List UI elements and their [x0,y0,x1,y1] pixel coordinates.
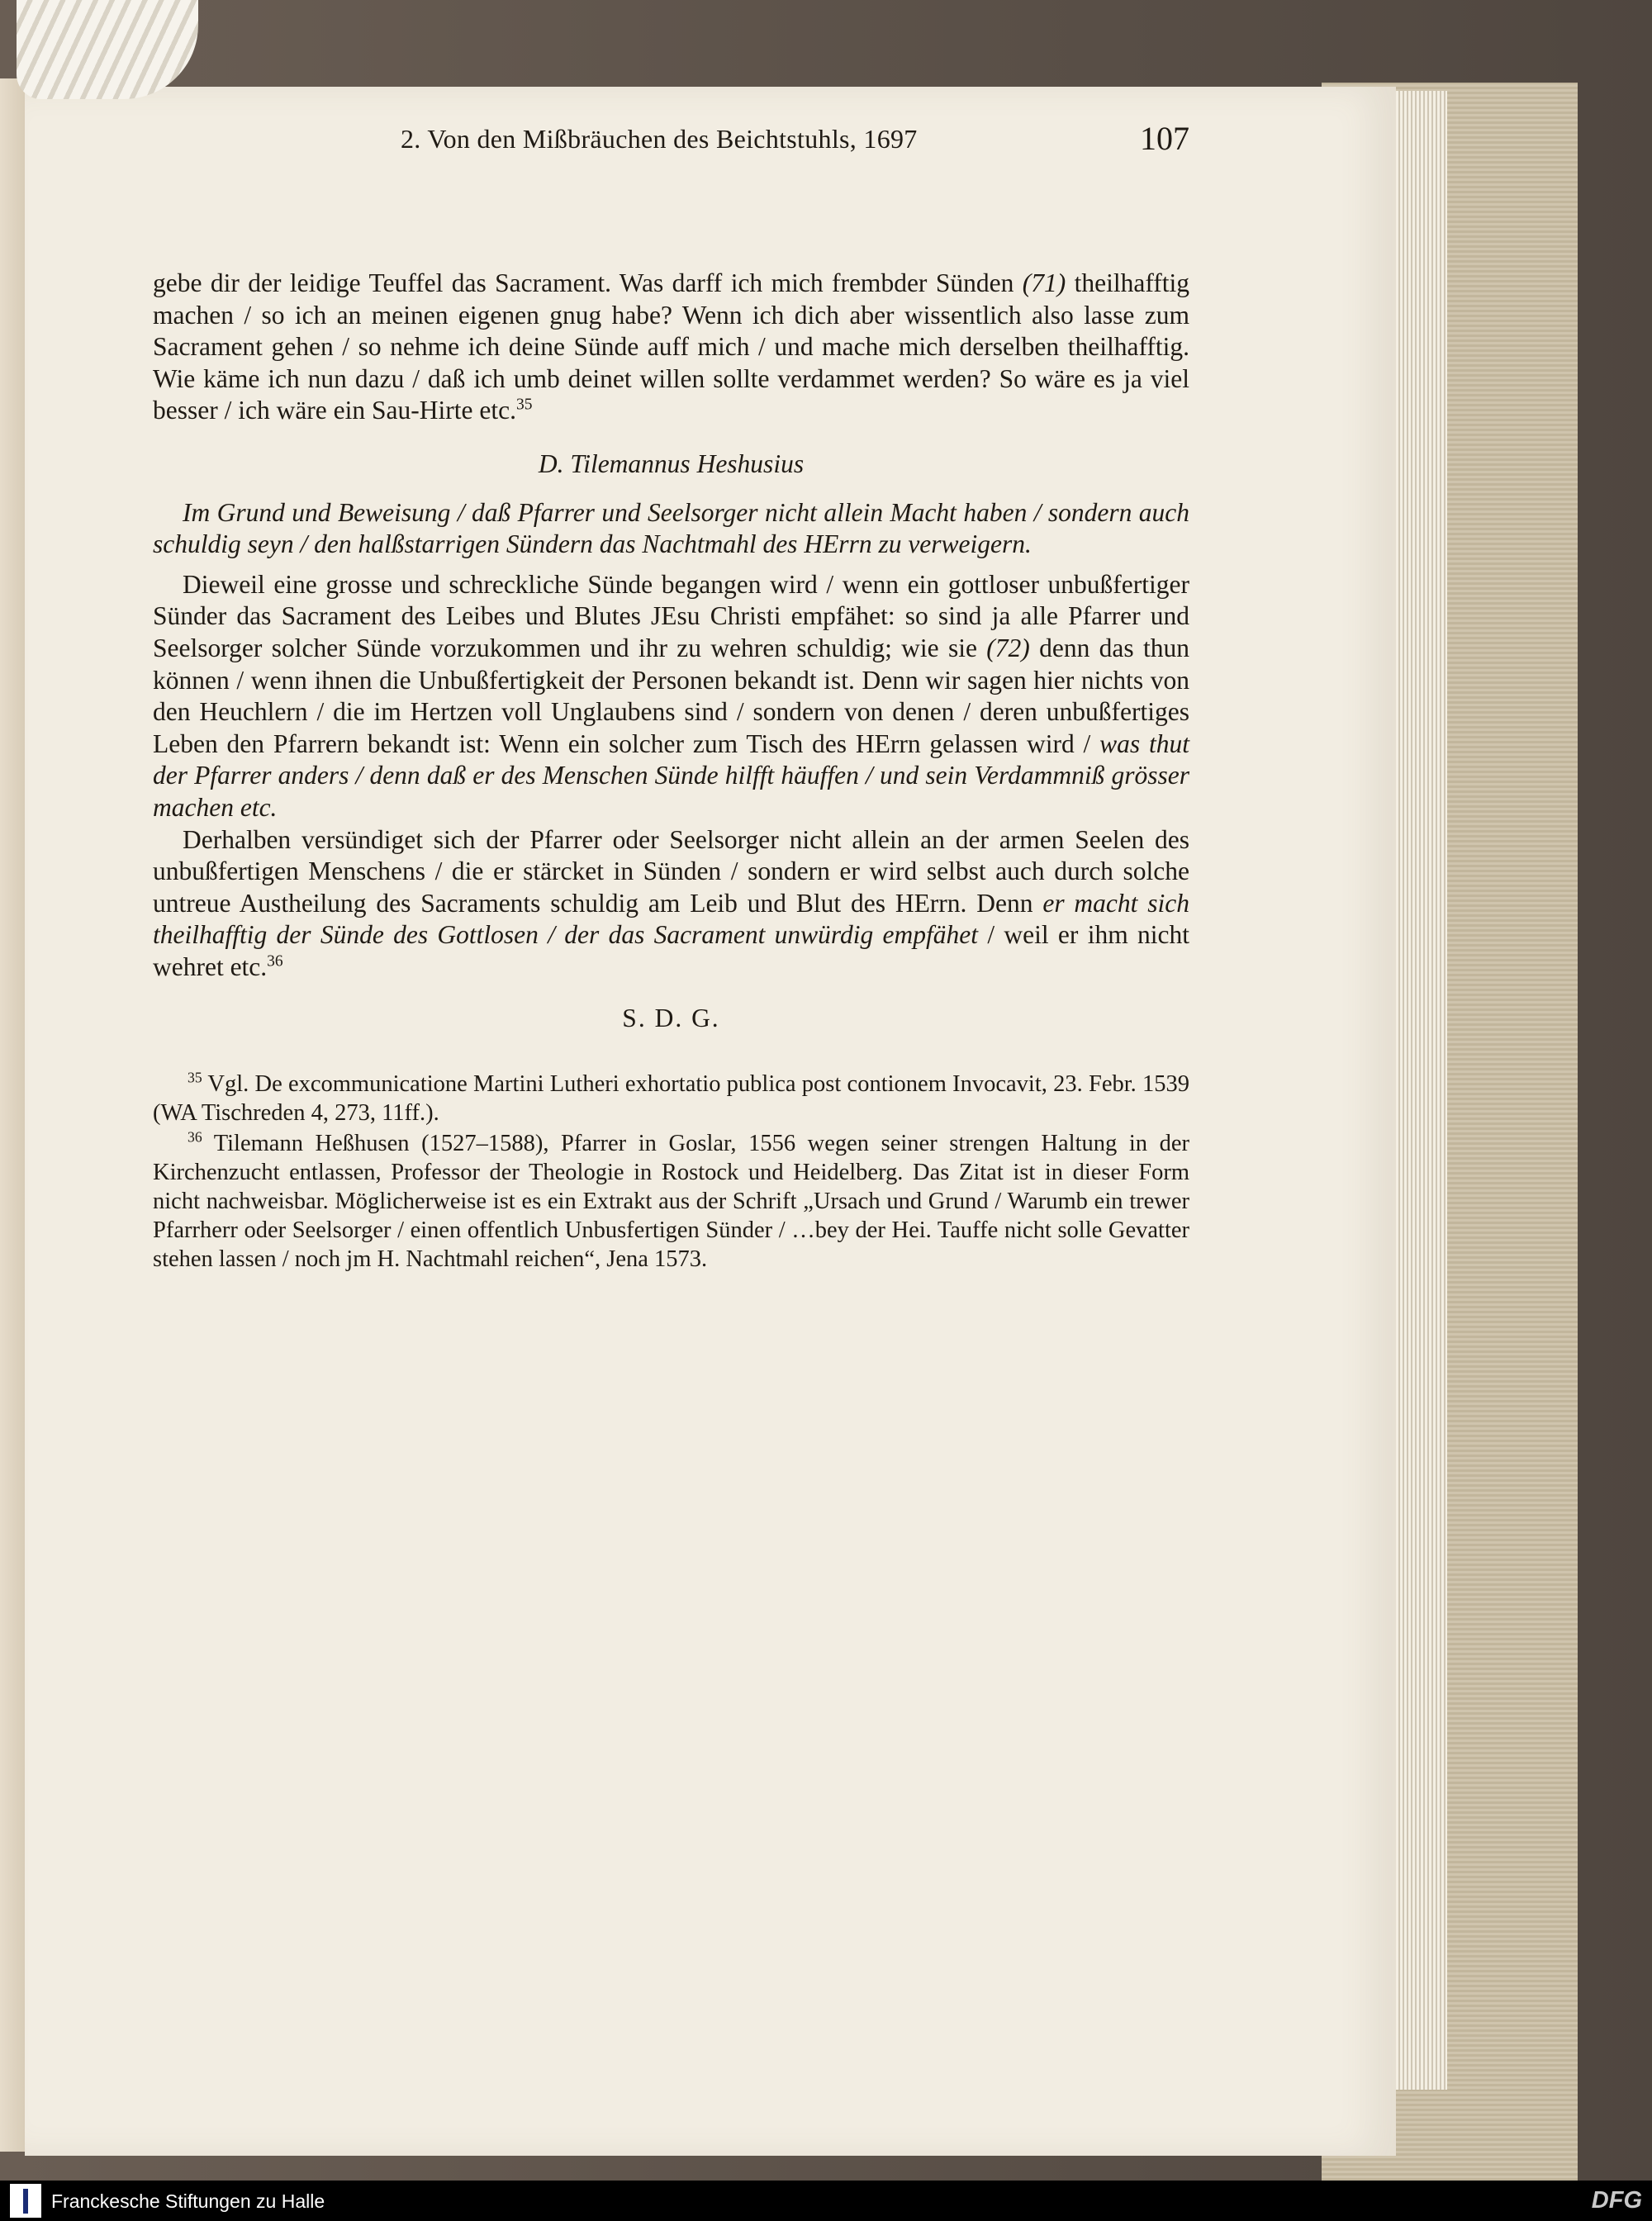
page-body [153,268,1189,1274]
running-head [401,120,1189,170]
paragraph-text: Derhalben versündiget sich der Pfarrer oder Seelsorger nicht allein an der armen Seelen des unbußfertigen Menschens / die er stärcket in Sünden / sondern er wird selbst auch durch solche untreue Austheilung des Sacraments schuldig am Leib und Blut des HErrn. Denn [153,824,1189,918]
institution-logo-icon [10,2184,41,2218]
paragraph-text: / weil er ihm nicht wehret etc. [153,920,1189,981]
footnotes [153,1070,1189,1274]
paragraph-text: theilhafftig machen / so ich an meinen eigenen gnug habe? Wenn ich dich aber wissentlich also lasse zum Sacrament gehen / so nehme ich deine Sünde auff mich / und mache mich derselben theilhafftig. Wie käme ich nun dazu / daß ich umb deinet willen sollte verdammet werden? So wäre es ja viel besser / ich wäre ein Sau-Hirte etc. [153,268,1190,425]
footnote-text: Vgl. De excommunicatione Martini Lutheri exhortatio publica post contionem Invocavit, 23. Febr. 1539 (WA Tischreden 4, 273, 11ff.). [153,1071,1189,1127]
page-marker: (71) [1022,268,1066,297]
paragraph [153,824,1189,984]
italic-quote: was thut der Pfarrer anders / denn daß er des Menschen Sünde hilfft häuffen / und sein Verdammniß grösser machen etc. [153,728,1189,822]
footnote-number: 36 [188,1128,202,1146]
italic-quote: er macht sich theilhafftig der Sünde des Gottlosen / der das Sacrament unwürdig empfähet [153,888,1190,950]
page-number: 107 [1140,120,1189,157]
paragraph-text: denn das thun können / wenn ihnen die Unbußfertigkeit der Personen bekandt ist. Denn wir sagen hier nichts von den Heuchlern / die im Hertzen voll Unglaubens sind / sondern von denen / deren unbußfertiges Leben den Pfarrern bekandt ist: Wenn ein solcher zum Tisch des HErrn gelassen wird / [153,633,1189,758]
paragraph-text: gebe dir der leidige Teuffel das Sacrament. Was darff ich mich frembder Sünden [153,268,1023,297]
viewer-footer-bar [0,2181,1652,2221]
dfg-logo: DFG [1591,2187,1642,2214]
work-title: Im Grund und Beweisung / daß Pfarrer und Seelsorger nicht allein Macht haben / sondern auch schuldig seyn / den halßstarrigen Sündern das Nachtmahl des HErrn zu verweigern. [153,497,1189,559]
institution-name: Franckesche Stiftungen zu Halle [51,2190,325,2212]
running-title: 2. Von den Mißbräuchen des Beichtstuhls, 1697 [401,124,918,154]
paragraph-continuation [153,268,1189,427]
paragraph-text: Dieweil eine grosse und schreckliche Sünde begangen wird / wenn ein gottloser unbußfertiger Sünder das Sacrament des Leibes und Blutes JEsu Christi empfähet: so sind ja alle Pfarrer und Seelsorger solcher Sünde vorzukommen und ihr zu wehren schuldig; wie sie [153,569,1189,662]
footnote [153,1129,1189,1274]
previous-page-edge [0,78,25,2152]
footnote-ref: 36 [267,952,283,971]
page-marker: (72) [986,633,1030,662]
section-heading: D. Tilemannus Heshusius [538,448,805,478]
footnote-number: 35 [188,1069,202,1086]
closing-formula: S. D. G. [622,1004,720,1033]
paragraph [153,569,1189,824]
footnote [153,1070,1189,1127]
footnote-text: Tilemann Heßhusen (1527–1588), Pfarrer in Goslar, 1556 wegen seiner strengen Haltung in der Kirchenzucht entlassen, Professor der Theologie in Rostock und Heidelberg. Das Zitat ist in dieser Form nicht nachweisbar. Möglicherweise ist es ein Extrakt aus der Schrift „Ursach und Grund / Warumb ein trewer Pfarrherr oder Seelsorger / einen offentlich Unbusfertigen Sünder / …bey der Hei. Tauffe nicht solle Gevatter stehen lassen / noch jm H. Nachtmahl reichen“, Jena 1573. [153,1131,1189,1273]
footnote-ref: 35 [515,396,533,414]
